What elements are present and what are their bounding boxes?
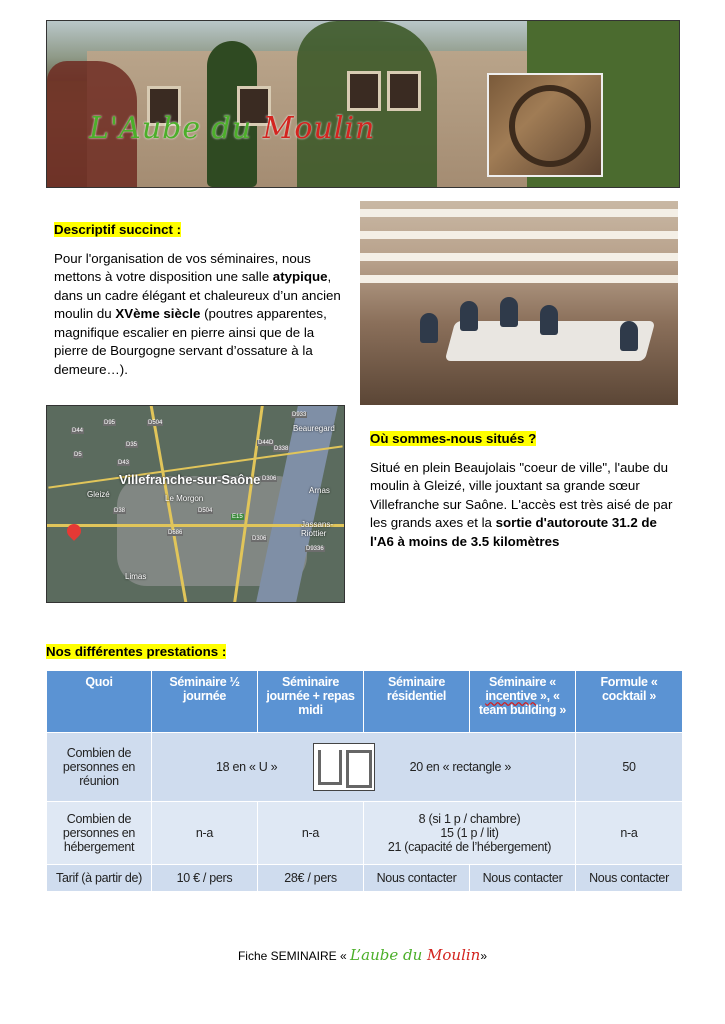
- header-demi-journee: Séminaire ½ journée: [152, 671, 258, 733]
- descriptif-section: [54, 221, 344, 379]
- table-row: [47, 865, 683, 892]
- header-journee: Séminaire journée + repas midi: [258, 671, 364, 733]
- tarif-demi-value: 10 € / pers: [152, 865, 258, 892]
- header-incentive: Séminaire « incentive », « team building »: [470, 671, 576, 733]
- row-label-hebergement: Combien de personnes en hébergement: [47, 802, 152, 865]
- hebergement-cocktail-value: n-a: [576, 802, 683, 865]
- page-footer: Fiche SEMINAIRE « L’aube du Moulin»: [237, 946, 488, 964]
- room-layout-diagram: [313, 743, 375, 791]
- tarif-residentiel-value: Nous contacter: [364, 865, 470, 892]
- situation-text: Situé en plein Beaujolais "coeur de ville", l'aube du moulin à Gleizé, ville jouxtant sa grande sœur Villefranche sur Saône. L'accès est très aisé de par les grands axes et la sortie d'autoroute 31.2 de l'A6 à moins de 3.5 kilomètres: [370, 459, 673, 549]
- table-row: [47, 802, 683, 865]
- seminar-room-photo: [360, 201, 678, 405]
- situation-section: [370, 430, 682, 551]
- reunion-capacity-cell: [152, 733, 576, 802]
- descriptif-text: Pour l'organisation de vos séminaires, nous mettons à votre disposition une salle atypique, dans un cadre élégant et chaleureux d’un ancien moulin du XVème siècle (poutres apparentes, magnifique escalier en pierre ainsi que de la pierre de Bourgogne servant d’ossature à la demeure…).: [54, 250, 341, 377]
- header-quoi: Quoi: [47, 671, 152, 733]
- capacity-rectangle-value: 20 en « rectangle »: [409, 760, 511, 774]
- hebergement-demi-value: n-a: [152, 802, 258, 865]
- header-banner-photo: [46, 20, 680, 188]
- map-city-label: Villefranche-sur-Saône: [119, 472, 261, 487]
- row-label-tarif: Tarif (à partir de): [47, 865, 152, 892]
- tarif-journee-value: 28€ / pers: [258, 865, 364, 892]
- footer-logo: L’aube du Moulin: [350, 946, 481, 964]
- row-label-reunion: Combien de personnes en réunion: [47, 733, 152, 802]
- hebergement-journee-value: n-a: [258, 802, 364, 865]
- prestations-section: [46, 643, 226, 662]
- location-map[interactable]: D44 D35 D95 D338 D306 D504 D933 D43 D686 D306 D5 D44D D9336 E15 D38 D504 Villefranche-sur-Saône Gleizé Limas Le Morgon Beauregard Arnas Jassans-Riottier: [46, 405, 345, 603]
- situation-heading: Où sommes-nous situés ?: [370, 431, 537, 446]
- mill-wheel-inset-photo: [487, 73, 603, 177]
- capacity-u-value: 18 en « U »: [216, 760, 278, 774]
- capacity-cocktail-value: 50: [576, 733, 683, 802]
- tarif-cocktail-value: Nous contacter: [576, 865, 683, 892]
- header-residentiel: Séminaire résidentiel: [364, 671, 470, 733]
- prestations-heading: Nos différentes prestations :: [46, 644, 227, 659]
- table-row: [47, 733, 683, 802]
- hebergement-residentiel-value: 8 (si 1 p / chambre) 15 (1 p / lit) 21 (capacité de l’hébergement): [364, 802, 576, 865]
- table-header-row: [47, 671, 683, 733]
- prestations-table: [46, 670, 683, 892]
- descriptif-heading: Descriptif succinct :: [54, 222, 182, 237]
- header-cocktail: Formule « cocktail »: [576, 671, 683, 733]
- banner-logo: L'Aube du Moulin: [89, 111, 376, 146]
- tarif-incentive-value: Nous contacter: [470, 865, 576, 892]
